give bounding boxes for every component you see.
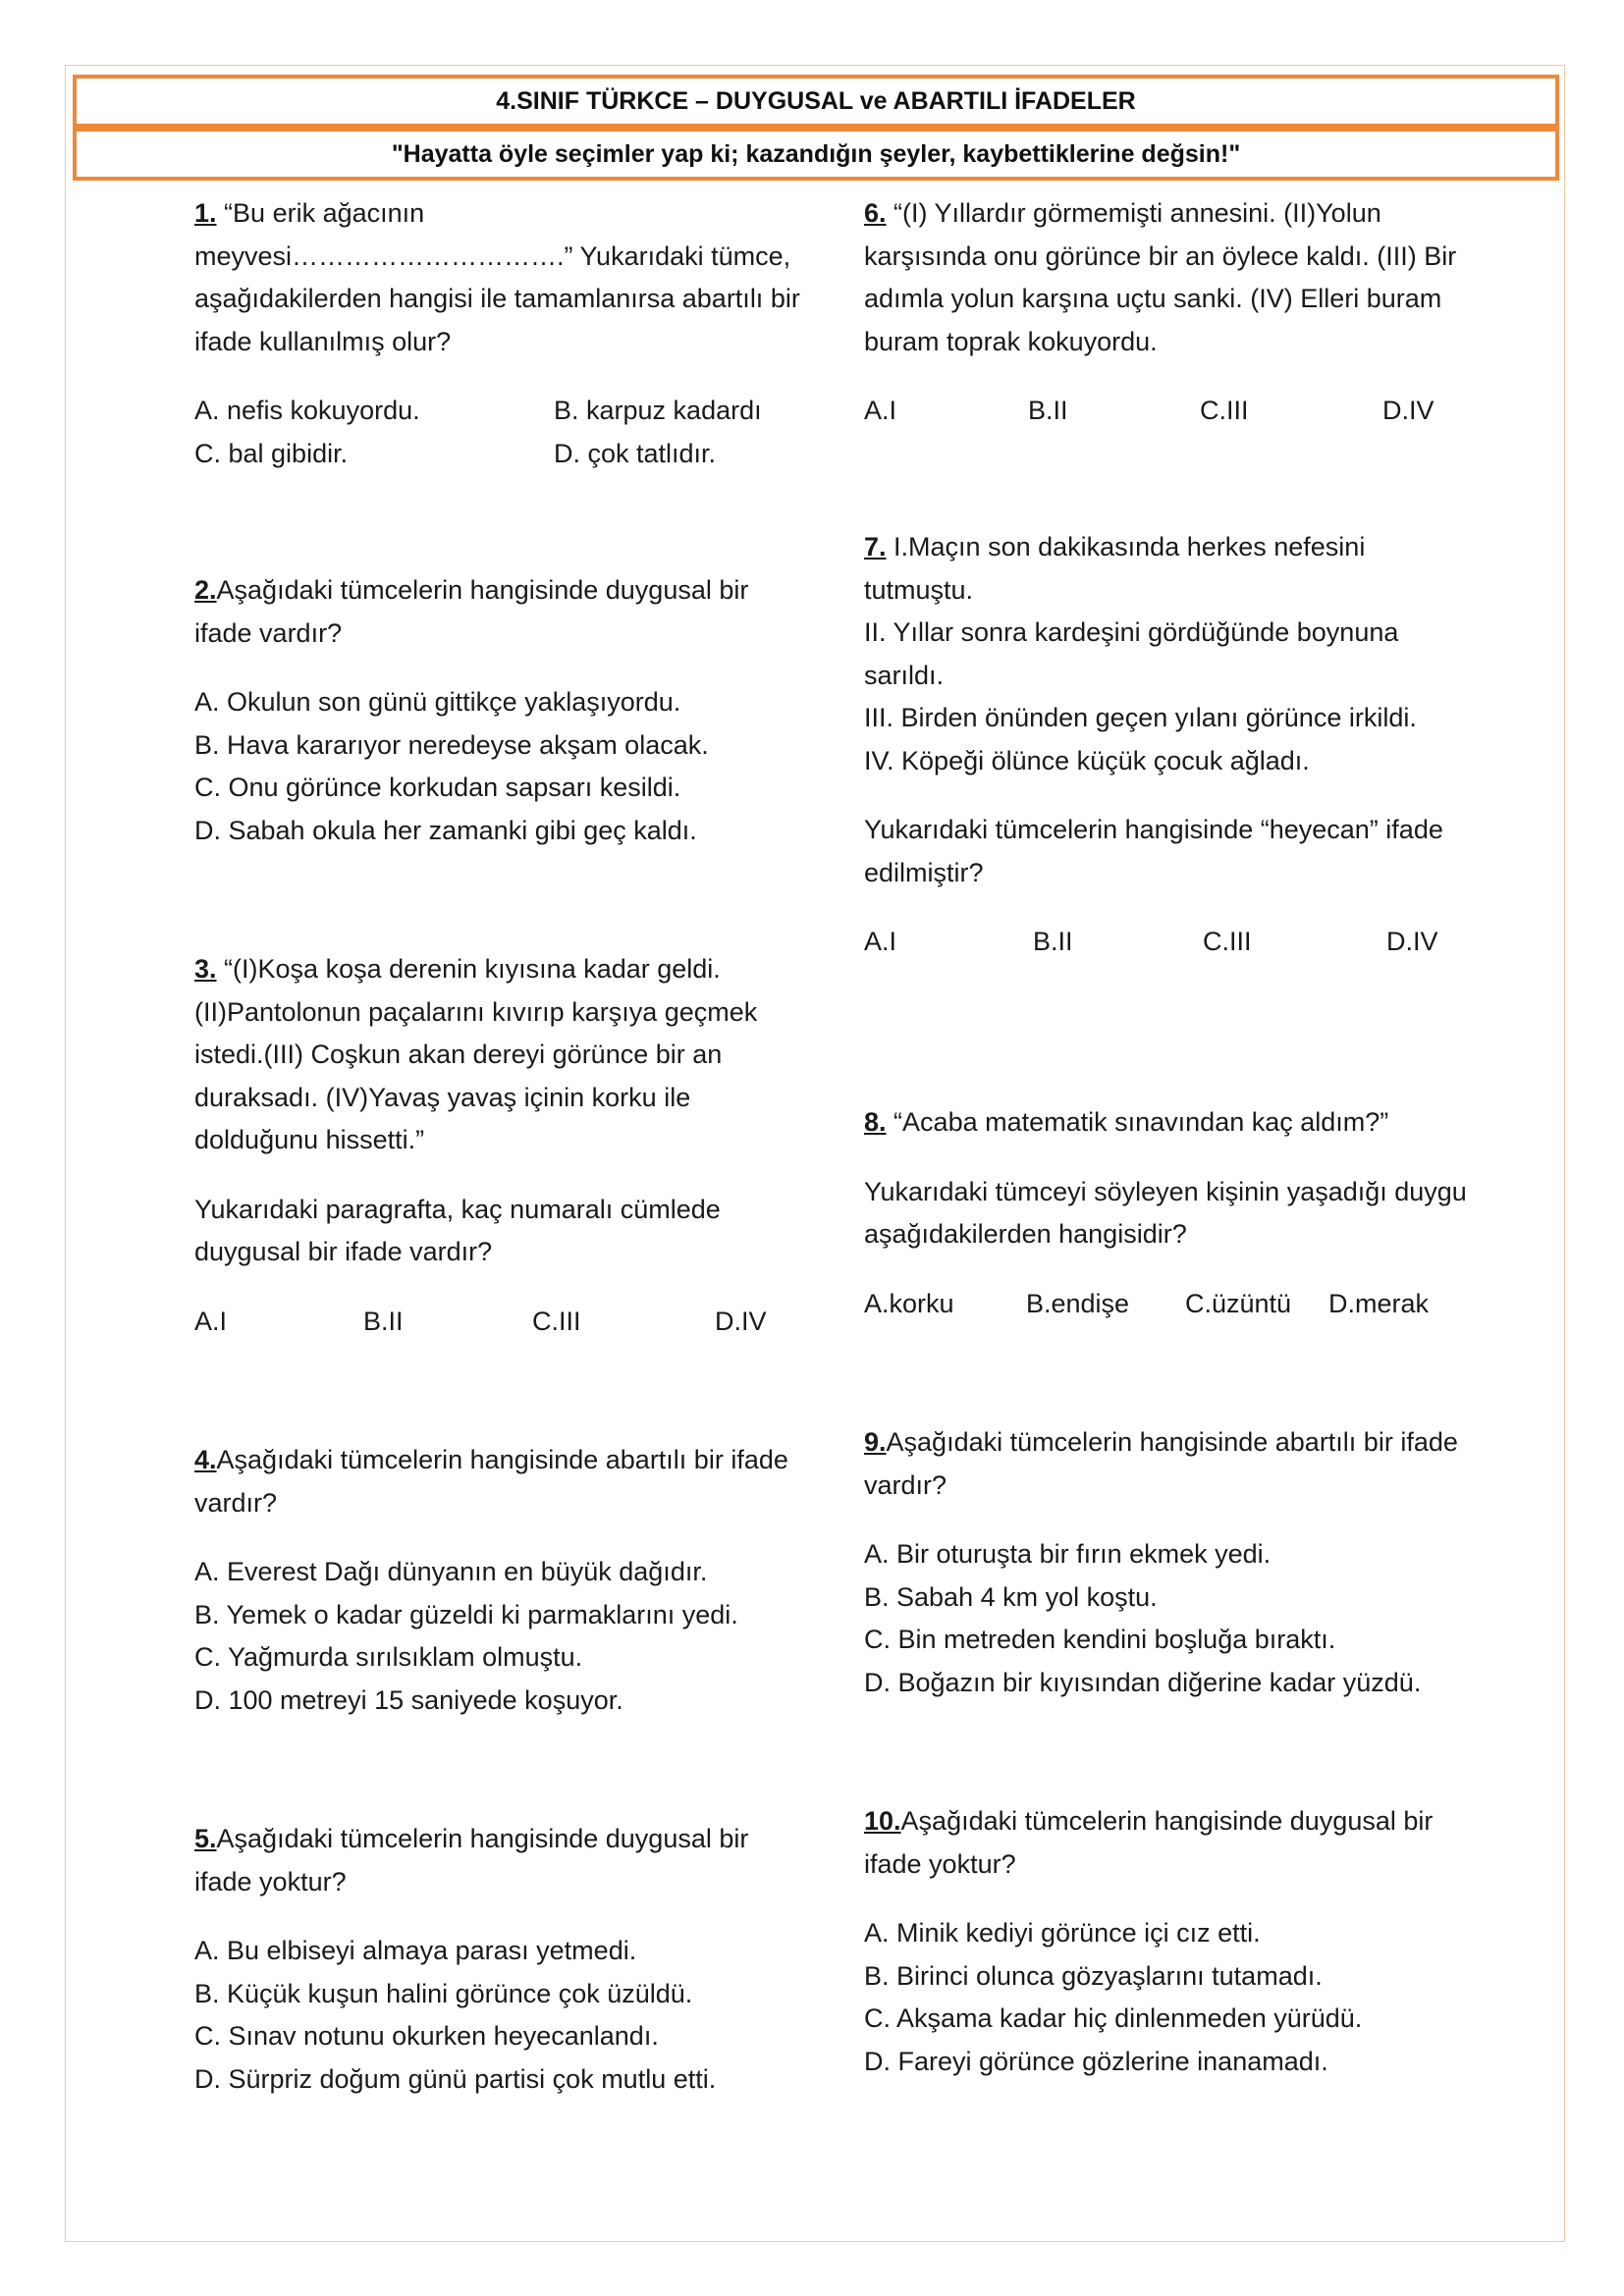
option-d[interactable]: D. Boğazın bir kıyısından diğerine kadar yüzdü. [864,1667,1422,1697]
worksheet-title: 4.SINIF TÜRKCE – DUYGUSAL ve ABARTILI İFADELER [73,75,1559,128]
question-text: Aşağıdaki tümcelerin hangisinde abartılı bir ifade vardır? [864,1427,1458,1500]
question-text: “Bu erik ağacının meyvesi………………………….” Yukarıdaki tümce, aşağıdakilerden hangisi ile tamamlanırsa abartılı bir ifade kullanılmış olur? [194,198,800,356]
question-7 [864,526,1473,964]
question-3 [194,948,803,1343]
option-b[interactable]: B.II [1033,927,1073,956]
option-d[interactable]: D. çok tatlıdır. [554,438,717,468]
option-c[interactable]: C.III [1203,927,1252,956]
question-text: Aşağıdaki tümcelerin hangisinde duygusal bir ifade vardır? [194,575,749,648]
question-1 [194,192,803,475]
option-d[interactable]: D.IV [715,1306,767,1336]
option-a[interactable]: A.I [864,927,897,956]
option-b[interactable]: B. karpuz kadardı [554,396,762,425]
option-a[interactable]: A.korku [864,1288,954,1318]
question-2 [194,569,803,852]
question-number: 3. [194,954,217,984]
option-c[interactable]: C.III [532,1306,581,1336]
option-c[interactable]: C. Onu görünce korkudan sapsarı kesildi. [194,773,681,802]
option-b[interactable]: B. Küçük kuşun halini görünce çok üzüldü. [194,1978,693,2008]
question-number: 5. [194,1824,217,1853]
answer-options [864,1912,1473,2083]
question-9 [864,1421,1473,1704]
option-c[interactable]: C. Bin metreden kendini boşluğa bıraktı. [864,1625,1336,1654]
option-b[interactable]: B.II [363,1306,404,1336]
option-b[interactable]: B. Birinci olunca gözyaşlarını tutamadı. [864,1960,1323,1991]
question-10 [864,1800,1473,2083]
option-d[interactable]: D.merak [1328,1288,1430,1318]
answer-options [194,1930,803,2101]
statement-3: III. Birden önünden geçen yılanı görünce irkildi. [864,703,1417,732]
option-a[interactable]: A. Everest Dağı dünyanın en büyük dağıdır. [194,1557,708,1586]
answer-options [194,681,803,852]
option-b[interactable]: B.II [1028,396,1068,425]
option-c[interactable]: C. Sınav notunu okurken heyecanlandı. [194,2021,659,2051]
question-5 [194,1818,803,2101]
answer-options [194,1301,803,1344]
question-number: 4. [194,1445,217,1474]
answer-options [194,390,803,475]
option-b[interactable]: B. Sabah 4 km yol koştu. [864,1581,1158,1612]
option-a[interactable]: A. Bu elbiseyi almaya parası yetmedi. [194,1936,637,1965]
worksheet-motto: "Hayatta öyle seçimler yap ki; kazandığın şeyler, kaybettiklerine değsin!" [73,128,1559,181]
question-text: “Acaba matematik sınavından kaç aldım?” [893,1107,1389,1137]
option-d[interactable]: D. Sabah okula her zamanki gibi geç kaldı. [194,815,697,845]
question-4 [194,1439,803,1722]
answer-options [864,921,1473,964]
option-a[interactable]: A.I [194,1306,228,1336]
option-b[interactable]: B. Hava kararıyor neredeyse akşam olacak. [194,729,709,760]
option-d[interactable]: D. 100 metreyi 15 saniyede koşuyor. [194,1684,623,1715]
option-a[interactable]: A. Okulun son günü gittikçe yaklaşıyordu. [194,687,681,717]
option-d[interactable]: D. Sürpriz doğum günü partisi çok mutlu etti. [194,2063,717,2094]
question-number: 6. [864,198,887,228]
option-b[interactable]: B.endişe [1026,1288,1130,1318]
question-6 [864,192,1473,433]
question-prompt: Yukarıdaki paragrafta, kaç numaralı cümlede duygusal bir ifade vardır? [194,1194,721,1266]
question-text: Aşağıdaki tümcelerin hangisinde duygusal bir ifade yoktur? [864,1806,1434,1879]
statement-1: I.Maçın son dakikasında herkes nefesini tutmuştu. [864,532,1366,605]
question-prompt: Yukarıdaki tümcelerin hangisinde “heyecan” ifade edilmiştir? [864,815,1443,887]
question-number: 2. [194,575,217,605]
option-d[interactable]: D.IV [1382,396,1435,425]
answer-options [864,390,1473,433]
option-c[interactable]: C.üzüntü [1185,1288,1292,1318]
answer-options [864,1533,1473,1704]
question-text: “(I) Yıllardır görmemişti annesini. (II)Yolun karşısında onu görünce bir an öylece kaldı. (III) Bir adımla yolun karşına uçtu sanki. (IV) Elleri buram buram toprak kokuyordu. [864,198,1457,356]
question-text: “(I)Koşa koşa derenin kıyısına kadar geldi. (II)Pantolonun paçalarını kıvırıp karşıya geçmek istedi.(III) Coşkun akan dereyi görünce bir an duraksadı. (IV)Yavaş yavaş içinin korku ile dolduğunu hissetti.” [194,954,758,1154]
answer-options [864,1283,1473,1326]
question-number: 10. [864,1806,901,1836]
option-a[interactable]: A. Minik kediyi görünce içi cız etti. [864,1918,1261,1948]
option-d[interactable]: D.IV [1386,927,1438,956]
question-8 [864,1101,1473,1325]
option-c[interactable]: C. bal gibidir. [194,438,349,468]
answer-options [194,1551,803,1722]
question-number: 8. [864,1107,887,1137]
option-b[interactable]: B. Yemek o kadar güzeldi ki parmaklarını yedi. [194,1599,738,1629]
option-c[interactable]: C. Yağmurda sırılsıklam olmuştu. [194,1642,583,1672]
question-number: 1. [194,198,217,228]
option-d[interactable]: D. Fareyi görünce gözlerine inanamadı. [864,2046,1328,2076]
question-text: Aşağıdaki tümcelerin hangisinde abartılı bir ifade vardır? [194,1445,788,1518]
option-c[interactable]: C.III [1200,396,1249,425]
question-prompt: Yukarıdaki tümceyi söyleyen kişinin yaşadığı duygu aşağıdakilerden hangisidir? [864,1176,1467,1249]
statement-2: II. Yıllar sonra kardeşini gördüğünde boynuna sarıldı. [864,617,1399,690]
option-c[interactable]: C. Akşama kadar hiç dinlenmeden yürüdü. [864,2003,1363,2033]
question-number: 9. [864,1427,887,1457]
question-number: 7. [864,532,887,561]
option-a[interactable]: A. nefis kokuyordu. [194,396,420,425]
statement-4: IV. Köpeği ölünce küçük çocuk ağladı. [864,745,1310,775]
option-a[interactable]: A.I [864,396,897,425]
question-text: Aşağıdaki tümcelerin hangisinde duygusal bir ifade yoktur? [194,1824,749,1896]
option-a[interactable]: A. Bir oturuşta bir fırın ekmek yedi. [864,1539,1272,1569]
